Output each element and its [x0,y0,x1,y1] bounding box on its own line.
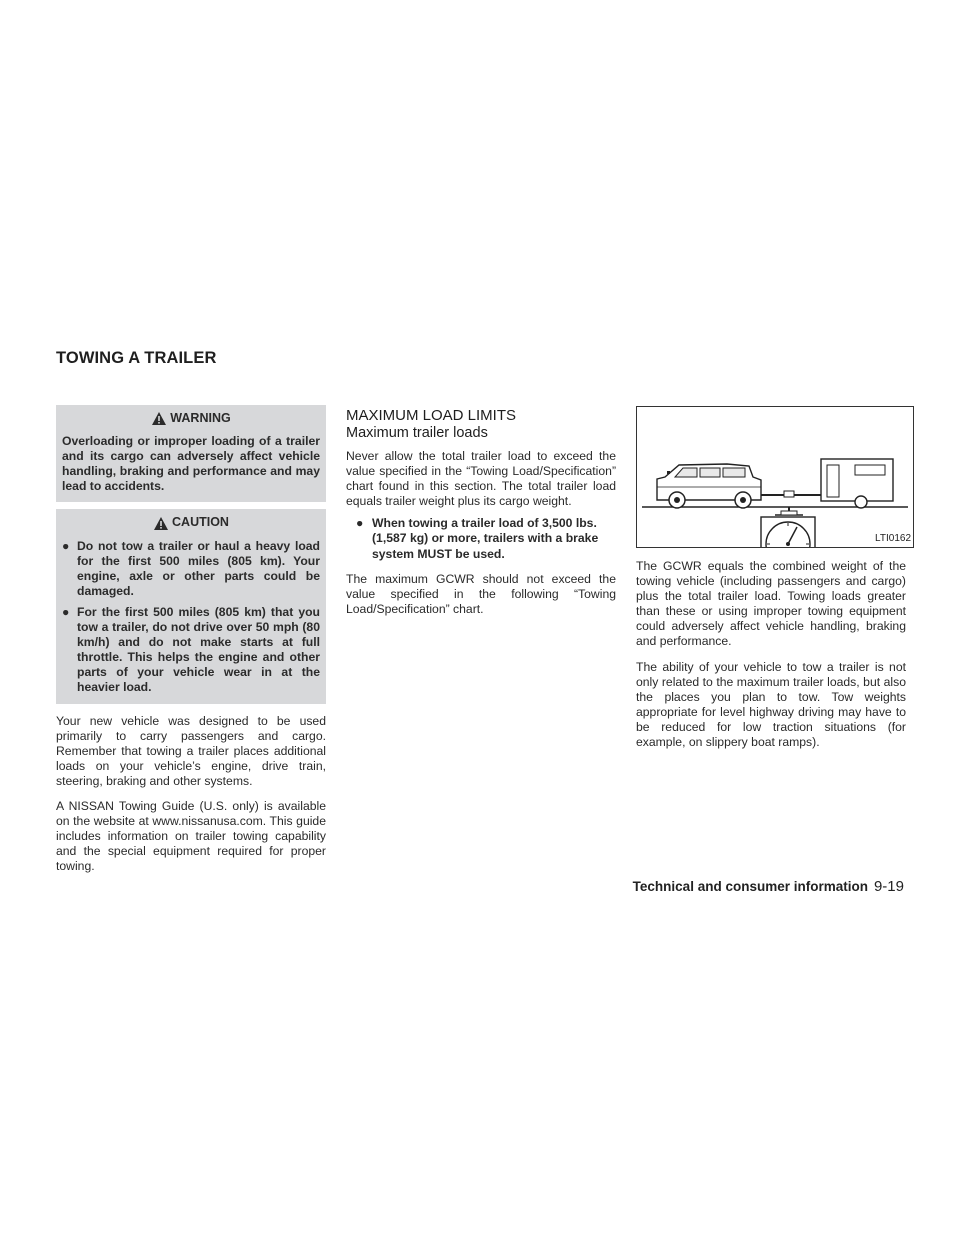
brake-requirement-bullet [346,516,616,561]
footer-title: Technical and consumer information [632,879,868,894]
warning-text: Overloading or improper loading of a trailer and its cargo can adversely affect vehicle handling, braking and performance and may lead to accidents. [62,434,320,494]
heading-maximum-load-limits: MAXIMUM LOAD LIMITS [346,407,517,424]
caution-item-text: Do not tow a trailer or haul a heavy load for the first 500 miles (805 km). Your engine, axle or other parts could be damaged. [77,538,320,598]
column-right [636,406,911,750]
caution-header [62,515,320,530]
warning-triangle-icon [151,411,167,426]
column-left [56,405,326,874]
page-number: 9-19 [873,878,904,895]
subheading-maximum-trailer-loads: Maximum trailer loads [346,425,488,441]
body-paragraph: The GCWR equals the combined weight of the towing vehicle (including passengers and cargo) plus the total trailer load. Towing loads greater than these or using improper towing equipment could adversely affect vehicle handling, braking and performance. [636,559,906,649]
section-title: TOWING A TRAILER [56,349,217,367]
caution-item-text: For the first 500 miles (805 km) that you tow a trailer, do not drive over 50 mph (80 km/h) and do not make starts at full throttle. This helps the engine and other parts of your vehicle wear in at the heavier load. [77,604,320,695]
brake-requirement-text: When towing a trailer load of 3,500 lbs. (1,587 kg) or more, trailers with a brake system MUST be used. [372,516,599,561]
column-middle [346,405,616,617]
bullet-icon: ● [62,604,70,619]
caution-box [56,509,326,703]
body-paragraph: The maximum GCWR should not exceed the value specified in the following “Towing Load/Specification” chart. [346,571,616,616]
warning-box [56,405,326,502]
body-paragraph: Never allow the total trailer load to exceed the value specified in the “Towing Load/Specification” chart found in this section. The total trailer load equals trailer weight plus its cargo weight. [346,449,616,509]
body-paragraph: Your new vehicle was designed to be used primarily to carry passengers and cargo. Remember that towing a trailer places additional loads on your vehicle’s engine, drive train, steering, braking and other systems. [56,713,326,788]
towing-illustration [636,406,914,548]
warning-title: WARNING [170,411,231,425]
caution-item [62,605,320,696]
warning-triangle-icon [153,516,169,531]
body-paragraph: The ability of your vehicle to tow a trailer is not only related to the maximum trailer loads, but also the places you plan to tow. Tow weights appropriate for level highway driving may have to be reduced for low traction situations (for example, on slippery boat ramps). [636,659,906,750]
caution-item [62,539,320,599]
caution-title: CAUTION [172,515,229,530]
figure-label: LTI0162 [875,532,911,544]
warning-header [62,411,320,426]
bullet-icon: ● [356,516,364,531]
body-paragraph: A NISSAN Towing Guide (U.S. only) is available on the website at www.nissanusa.com. This guide includes information on trailer towing capability and the special equipment required for proper towing. [56,798,326,874]
bullet-icon: ● [62,538,70,553]
page-footer [633,878,904,895]
